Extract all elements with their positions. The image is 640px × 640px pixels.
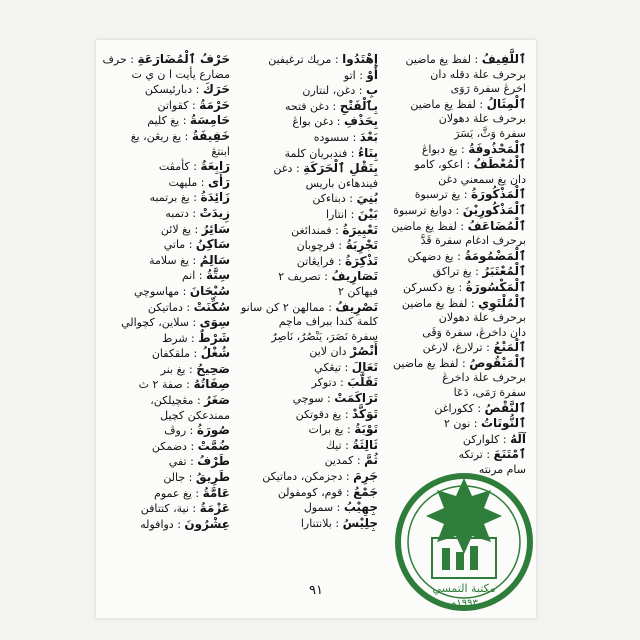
entry-headword: جِهِيْبُ xyxy=(343,500,378,515)
dictionary-entry xyxy=(386,97,526,113)
entry-headword: أَوْ xyxy=(366,67,378,82)
entry-headword: عَامَّةُ xyxy=(202,485,230,500)
entry-headword: ٱلْمُعْطَفُ xyxy=(473,157,526,172)
dictionary-entry xyxy=(386,249,526,265)
dictionary-entry xyxy=(96,206,230,222)
dictionary-entry xyxy=(96,190,230,206)
entry-gloss: فيهاكن ٢ xyxy=(337,284,378,298)
entry-gloss: : دغن بواڠ xyxy=(292,115,341,129)
dictionary-entry xyxy=(96,253,230,269)
dictionary-entry xyxy=(96,501,230,517)
dictionary-entry xyxy=(386,356,526,372)
stamp-name-text: مكتبة التمسي xyxy=(432,582,496,595)
entry-gloss: : دوافوله xyxy=(140,517,181,531)
entry-headword: ٱلْمَذْكُورِيْنَ xyxy=(462,202,526,217)
entry-gloss: دان داخرڠ، سفرة وَقَى xyxy=(422,325,526,339)
dictionary-entry xyxy=(240,161,378,177)
entry-gloss: : يغ سلامة xyxy=(149,253,197,267)
entry-gloss: : دضمكن xyxy=(151,439,195,453)
dictionary-entry xyxy=(386,340,526,356)
entry-gloss: : مليهت xyxy=(168,175,205,189)
entry-headword: ٱلْمَحْذُوفَةُ xyxy=(468,141,526,156)
entry-headword: ٱلنُّونَاتُ xyxy=(480,416,526,431)
entry-gloss: : لفظ يغ ماضين xyxy=(405,53,479,66)
dictionary-entry xyxy=(96,439,230,455)
library-stamp-logo xyxy=(390,468,538,616)
entry-headword: بِ xyxy=(365,83,378,98)
entry-headword: بُنِيَ xyxy=(356,191,378,206)
entry-gloss: : يغ عموم xyxy=(154,486,200,500)
dictionary-entry xyxy=(240,344,378,360)
dictionary-entry xyxy=(240,422,378,438)
dictionary-entry xyxy=(386,173,526,188)
entry-gloss: : جالن xyxy=(163,471,193,485)
entry-gloss: : لفظ يغ ماضين xyxy=(391,219,465,233)
dictionary-entry xyxy=(386,371,526,386)
dictionary-entry xyxy=(386,432,526,448)
entry-gloss: برحرف علة دقله دان xyxy=(430,67,526,81)
entry-gloss: : اعكو، كامو xyxy=(414,158,471,172)
dictionary-entry xyxy=(96,145,230,160)
entry-headword: ٱلْمَضْمُومَةُ xyxy=(464,248,526,263)
entry-headword: آلَهُ xyxy=(510,431,526,446)
entry-gloss: : يغ كليم xyxy=(147,114,187,128)
entry-headword: سُكِّنَتْ xyxy=(193,299,230,314)
stamp-year-text: ١٩٩٣م xyxy=(450,598,478,609)
entry-headword: تَوَكَّدْ xyxy=(352,406,378,421)
dictionary-entry xyxy=(386,447,526,463)
entry-gloss: برحرف علة داخرڠ xyxy=(442,371,526,385)
entry-gloss: برحرف علة دهولان xyxy=(438,112,526,126)
dictionary-entry xyxy=(240,391,378,407)
entry-headword: ثَالِثَةُ xyxy=(352,437,378,452)
dictionary-entry xyxy=(240,269,378,285)
entry-headword: سَالِمُ xyxy=(199,252,230,267)
star-icon xyxy=(426,478,502,554)
entry-gloss: : دبارئيسكن xyxy=(144,83,200,97)
entry-gloss: : انم xyxy=(181,269,203,283)
dictionary-entry xyxy=(96,470,230,486)
entry-headword: طَرْفُ xyxy=(197,454,230,469)
dictionary-entry xyxy=(96,175,230,191)
dictionary-entry xyxy=(96,284,230,300)
dictionary-entry xyxy=(386,82,526,97)
entry-gloss: مضارع يأيت ا ن ي ت xyxy=(131,67,230,81)
dictionary-entry xyxy=(240,485,378,501)
entry-headword: ٱلْمُضَاعَفُ xyxy=(467,218,526,233)
dictionary-entry xyxy=(96,68,230,83)
entry-gloss: : اتو xyxy=(343,68,363,82)
dictionary-entry xyxy=(96,517,230,533)
entry-headword: ٱمْتَنَعَ xyxy=(493,447,526,462)
entry-gloss: : تفي xyxy=(168,455,194,469)
entry-gloss: : يغ دقوتكن xyxy=(295,407,349,421)
entry-gloss: : لفظ يغ ماضين xyxy=(401,296,475,310)
dictionary-entry xyxy=(96,409,230,424)
entry-gloss: كلمة كندا ببراف ماچم xyxy=(278,315,378,329)
entry-headword: رَأَى xyxy=(207,174,230,189)
dictionary-entry xyxy=(96,98,230,114)
dictionary-entry xyxy=(240,453,378,469)
entry-gloss: : صفة ٢ ث xyxy=(138,378,190,392)
entry-headword: عِشْرُونَ xyxy=(184,516,230,531)
dictionary-entry xyxy=(96,362,230,378)
entry-gloss: سفرة وَثَّ، يَسَرَ xyxy=(454,126,526,140)
entry-gloss: : روڤ xyxy=(164,424,194,438)
entry-headword: إِهْتَدُوا xyxy=(342,52,378,66)
entry-headword: شُغْلُ xyxy=(200,346,230,361)
entry-gloss: : نية، كتتافن xyxy=(140,502,197,516)
dictionary-entry xyxy=(240,285,378,300)
dictionary-entry xyxy=(386,187,526,203)
dictionary-entry xyxy=(96,222,230,238)
entry-headword: ٱلْمَكْسُورَةُ xyxy=(465,279,526,294)
entry-headword: جَرِمَ xyxy=(353,469,378,484)
entry-gloss: : دغن، لنتارن xyxy=(302,84,363,98)
entry-gloss: : سلاين، كچوالي xyxy=(121,316,197,330)
entry-gloss: : لفظ يغ ماضين xyxy=(392,356,466,370)
entry-gloss: : دبناءكن xyxy=(312,192,353,206)
entry-gloss: : ككوراغن xyxy=(434,401,482,415)
dictionary-entry xyxy=(96,393,230,409)
dictionary-entry xyxy=(386,234,526,249)
entry-gloss: : مڠچيلكن، xyxy=(150,394,201,408)
entry-gloss: : ممالهن ٢ كن سانو xyxy=(240,300,332,314)
dictionary-entry xyxy=(386,386,526,401)
entry-gloss: اخرڠ سفرة رَوَى xyxy=(450,82,526,96)
dictionary-entry xyxy=(240,360,378,376)
entry-headword: ٱلنَّقْصُ xyxy=(484,400,526,415)
entry-headword: ضُمَّتْ xyxy=(197,438,230,453)
entry-gloss: : فمندائغن xyxy=(291,223,339,237)
entry-headword: جِلِيْسُ xyxy=(342,515,378,530)
dictionary-entry xyxy=(240,238,378,254)
entry-headword: تَوْبَةُ xyxy=(354,422,378,437)
entry-gloss: برحرف علة دهولان xyxy=(438,311,526,325)
dictionary-entry xyxy=(240,469,378,485)
column-middle xyxy=(240,52,378,531)
dictionary-entry xyxy=(240,223,378,239)
entry-gloss: : تصريف ٢ xyxy=(278,270,328,284)
dictionary-entry xyxy=(96,129,230,145)
entry-headword: ٱلْمُلْتَوِي xyxy=(478,295,526,310)
entry-gloss: : يغ دضهكن xyxy=(407,249,461,263)
dictionary-entry xyxy=(240,130,378,146)
entry-gloss: : يغ دكسركن xyxy=(402,280,463,294)
entry-headword: حَرْمَةُ xyxy=(199,97,230,112)
entry-headword: سَاكِنُ xyxy=(195,237,230,252)
entry-gloss: : كمدين xyxy=(324,454,361,468)
entry-headword: تَصَارِيفُ xyxy=(331,269,378,284)
dictionary-entry xyxy=(386,127,526,142)
dictionary-entry xyxy=(386,112,526,127)
dictionary-entry xyxy=(240,99,378,115)
entry-headword: سِوَى xyxy=(199,315,230,330)
dictionary-entry xyxy=(96,159,230,175)
dictionary-entry xyxy=(96,300,230,316)
entry-gloss: ابنتڠ xyxy=(211,144,230,158)
entry-headword: تَذْكِرَةُ xyxy=(345,253,378,268)
entry-gloss: دان يغ سمعني دغن xyxy=(438,172,526,186)
dictionary-entry xyxy=(240,330,378,345)
entry-gloss: : سسوده xyxy=(313,130,357,144)
entry-gloss: : يغ لائن xyxy=(160,222,199,236)
entry-headword: ٱلْمَنْعُ xyxy=(493,340,526,355)
entry-headword: زِيدَتْ xyxy=(199,205,230,220)
dictionary-entry xyxy=(240,516,378,532)
entry-gloss: : سوچي xyxy=(292,392,331,406)
entry-gloss: : يغ ريڠن، يغ xyxy=(130,129,189,143)
dictionary-entry xyxy=(240,146,378,162)
entry-headword: حَامِسَةُ xyxy=(189,113,230,128)
dictionary-entry xyxy=(240,68,378,84)
entry-headword: طَرِيقُ xyxy=(195,470,230,485)
entry-gloss: : نون ٢ xyxy=(444,417,478,431)
entry-headword: تَعْبِيرَةُ xyxy=(342,222,378,237)
entry-headword: تَقَلَّبَ xyxy=(347,375,378,390)
entry-gloss: : يغ برتمبه xyxy=(149,191,197,205)
entry-gloss: : كأمڤت xyxy=(158,160,197,174)
entry-gloss: : انتارا xyxy=(325,207,355,221)
entry-headword: صَحِيحُ xyxy=(196,361,230,376)
entry-headword: صُورَةُ xyxy=(196,423,230,438)
entry-gloss: : دوايغ ترسبوة xyxy=(393,203,460,217)
entry-headword: صِفَاتُهُ xyxy=(193,377,230,392)
entry-gloss: سفرة نَصَرَ، يَنْصُرُ، نَاصِرٌ xyxy=(271,329,378,343)
entry-gloss: : يغ ترسبوة xyxy=(414,188,468,202)
entry-gloss: : ماتي xyxy=(163,238,193,252)
dictionary-entry xyxy=(240,191,378,207)
dictionary-entry xyxy=(96,377,230,393)
dictionary-entry xyxy=(386,68,526,83)
entry-headword: أَنْصُرْ xyxy=(350,344,378,359)
dictionary-entry xyxy=(96,315,230,331)
entry-gloss: : ترلارغ، لارغن xyxy=(422,341,490,355)
dictionary-entry xyxy=(96,82,230,98)
dictionary-entry xyxy=(386,401,526,417)
entry-gloss: سفرة رَمَى، دَعَا xyxy=(453,386,526,400)
dictionary-entry xyxy=(96,423,230,439)
entry-gloss: سام مرنته xyxy=(478,463,526,477)
entry-gloss: برحرف ادغام سفرة قَدَّ xyxy=(420,234,526,248)
entry-gloss: : فندبريان كلمة xyxy=(284,146,355,160)
dictionary-entry xyxy=(240,52,378,68)
entry-gloss: : فرايڠاتن xyxy=(296,254,342,268)
entry-headword: تَرَاكَمَتْ xyxy=(334,391,378,406)
entry-gloss: : دتمبه xyxy=(165,206,197,220)
entry-headword: رَابِعَةُ xyxy=(200,159,230,174)
entry-gloss: : مهاسوچي xyxy=(134,284,187,298)
entry-headword: شَرْطٌ xyxy=(198,330,230,345)
entry-gloss: : دماتيكن xyxy=(147,300,191,314)
dictionary-entry xyxy=(240,177,378,192)
dictionary-entry xyxy=(96,237,230,253)
dictionary-entry xyxy=(96,454,230,470)
entry-headword: خَفِيفَةُ xyxy=(191,128,230,143)
entry-gloss: : لفظ يغ ماضين xyxy=(410,97,484,111)
entry-headword: بَعْدَ xyxy=(359,129,378,144)
dictionary-entry xyxy=(96,268,230,284)
dictionary-entry xyxy=(386,52,526,68)
dictionary-entry xyxy=(240,207,378,223)
dictionary-entry xyxy=(386,311,526,326)
dictionary-entry xyxy=(386,326,526,341)
entry-gloss: : قوم، كومفولن xyxy=(277,485,350,499)
entry-headword: ثُمَّ xyxy=(364,453,378,468)
entry-gloss: : كقواتن xyxy=(157,98,196,112)
entry-gloss: : حرف xyxy=(102,53,134,66)
entry-gloss: : ملقكفان xyxy=(151,347,198,361)
entry-headword: بِٱلْفَتْحِ xyxy=(339,98,378,113)
entry-gloss: دان لاين xyxy=(309,345,347,359)
entry-headword: زَائِدَةُ xyxy=(200,190,230,205)
entry-headword: بَيْنَ xyxy=(357,206,378,221)
dictionary-entry xyxy=(386,157,526,173)
entry-headword: سُبْحَانَ xyxy=(189,283,230,298)
entry-headword: حَرَكَ xyxy=(202,82,230,97)
entry-headword: عَزْمَةُ xyxy=(199,501,230,516)
dictionary-entry xyxy=(386,280,526,296)
dictionary-entry xyxy=(386,219,526,235)
entry-gloss: : فرچوبان xyxy=(296,239,343,253)
entry-gloss: : دغن xyxy=(273,162,300,176)
entry-headword: ٱلْمِثَالُ xyxy=(486,96,526,111)
dictionary-entry xyxy=(240,407,378,423)
entry-headword: حَرْفُ ٱلْمُضَارَعَةِ xyxy=(137,52,230,66)
entry-gloss: : تيڠكي xyxy=(314,360,349,374)
entry-headword: صَغَرُ xyxy=(204,393,230,408)
entry-headword: ٱلْمُعْتَبَرُ xyxy=(482,264,526,279)
dictionary-entry xyxy=(386,416,526,432)
dictionary-entry xyxy=(240,315,378,330)
dictionary-entry xyxy=(240,300,378,316)
entry-headword: بِحَذْفِ xyxy=(343,114,378,129)
entry-headword: تَجْرِبَةُ xyxy=(345,238,378,253)
dictionary-entry xyxy=(96,113,230,129)
entry-gloss: : شرط xyxy=(162,331,195,345)
dictionary-entry xyxy=(240,500,378,516)
entry-headword: سِتَّةُ xyxy=(206,268,230,283)
entry-gloss: : دغن فتحه xyxy=(284,99,337,113)
entry-gloss: : ترتكه xyxy=(458,448,491,462)
entry-gloss: : بلانتنارا xyxy=(300,516,340,530)
entry-headword: بِنَقْلِ ٱلْحَرَكَةِ xyxy=(303,161,378,176)
entry-headword: ٱلْمَذْكُورَةُ xyxy=(470,187,526,202)
dictionary-entry xyxy=(240,254,378,270)
entry-gloss: : يغ تراكق xyxy=(432,265,479,279)
entry-gloss: : يغ دبواڠ xyxy=(421,142,465,156)
page-number: ٩١ xyxy=(309,583,323,598)
entry-headword: سَائِرُ xyxy=(201,221,230,236)
entry-headword: تَصْرِيفُ xyxy=(335,299,378,314)
entry-headword: تَعَالَ xyxy=(351,359,378,374)
dictionary-entry xyxy=(240,114,378,130)
column-left xyxy=(96,52,230,532)
entry-gloss: : يغ برات xyxy=(308,423,351,437)
entry-headword: ٱللَّفِيفُ xyxy=(481,52,526,66)
entry-gloss: : يغ بنر xyxy=(160,362,193,376)
dictionary-entry xyxy=(96,346,230,362)
entry-headword: ٱلْمَنْقُوصُ xyxy=(469,355,526,370)
entry-headword: جَمْعُ xyxy=(353,484,378,499)
entry-gloss: : تيڬ xyxy=(325,438,349,452)
entry-gloss: : مريك ترغيفين xyxy=(268,53,339,66)
dictionary-entry xyxy=(240,375,378,391)
dictionary-entry xyxy=(386,142,526,158)
entry-headword: بِنَاءُ xyxy=(357,145,378,160)
dictionary-entry xyxy=(240,438,378,454)
dictionary-entry xyxy=(96,486,230,502)
dictionary-entry xyxy=(96,331,230,347)
dictionary-entry xyxy=(386,296,526,312)
entry-gloss: : سمول xyxy=(303,501,341,515)
dictionary-entry xyxy=(386,264,526,280)
dictionary-entry xyxy=(386,203,526,219)
dictionary-entry xyxy=(96,52,230,68)
entry-gloss: : كلواركن xyxy=(462,432,507,446)
entry-gloss: : دتوكر xyxy=(311,376,344,390)
entry-gloss: : دجزمكن، دماتيكن xyxy=(262,470,350,484)
dictionary-entry xyxy=(240,83,378,99)
entry-gloss: ممندعكن كچيل xyxy=(160,408,230,422)
column-right xyxy=(386,52,526,478)
entry-gloss: فيندهاءن باريس xyxy=(305,176,378,190)
